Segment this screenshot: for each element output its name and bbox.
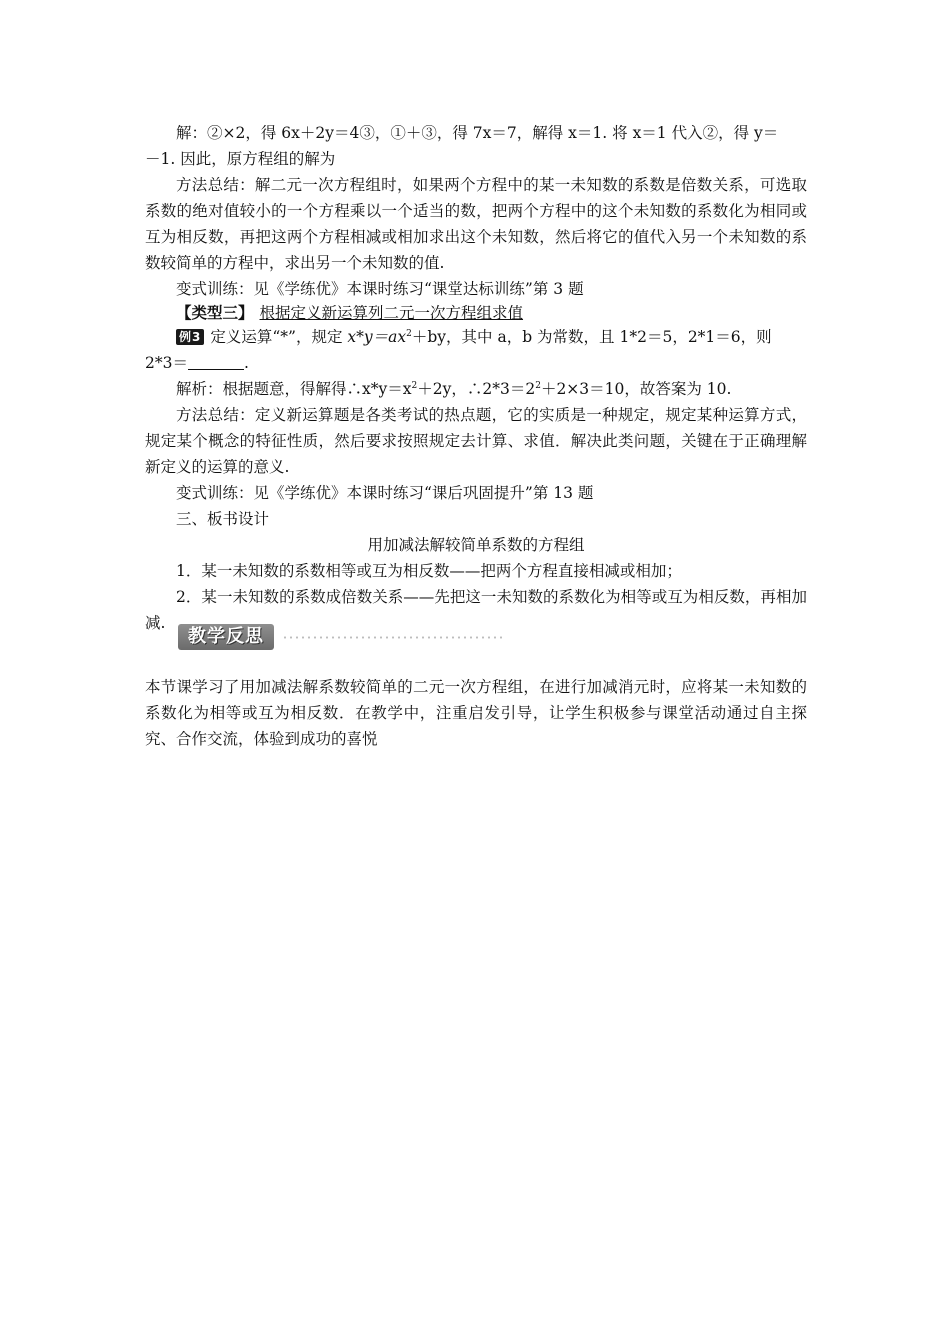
answer-blank [188,355,244,370]
board-item-1: 1．某一未知数的系数相等或互为相反数——把两个方程直接相减或相加； [176,562,682,580]
type-three-heading [145,302,807,324]
board-heading: 三、板书设计 [176,510,270,528]
reflection-label: 教学反思 [178,624,274,650]
practice-note-1: 变式训练：见《学练优》本课时练习“课堂达标训练”第 3 题 [176,280,584,298]
example-3-sup: 2 [406,328,412,339]
document-body [145,120,807,636]
example-3-line-1 [145,324,807,350]
type-three-bracket: 【类型三】 [176,303,254,322]
analysis-3-c: ＋2×3＝10，故答案为 10. [540,380,732,398]
reflection-dots-divider [282,636,502,639]
analysis-3-sup2: 2 [535,380,541,391]
analysis-3-sup1: 2 [411,380,418,391]
example-3-formula: x*y＝ax [347,328,407,346]
example-3-text-a: 定义运算“*”，规定 [210,328,348,346]
reflection-banner [178,624,768,650]
reflection-text: 本节课学习了用加减法解系数较简单的二元一次方程组，在进行加减消元时，应将某一未知数的系数化为相等或互为相反数．在教学中，注重启发引导，让学生积极参与课堂活动通过自主探究、合作交流，体验到成功的喜悦 [145,678,807,748]
practice-note-3: 变式训练：见《学练优》本课时练习“课后巩固提升”第 13 题 [176,484,594,502]
method-summary-1: 方法总结：解二元一次方程组时，如果两个方程中的某一未知数的系数是倍数关系，可选取系数的绝对值较小的一个方程乘以一个适当的数，把两个方程中的这个未知数的系数化为相同或互为相反数，再把这两个方程相减或相加求出这个未知数，然后将它的值代入另一个未知数的系数较简单的方程中，求出另一个未知数的值. [145,176,807,272]
solution-line-1: 解：②×2，得 6x＋2y＝4③，①＋③，得 7x＝7，解得 x＝1. 将 x＝1 代入②，得 y＝ [176,124,779,142]
analysis-3 [145,376,807,402]
board-title: 用加减法解较简单系数的方程组 [367,536,585,554]
solution-line-2: －1. 因此，原方程组的解为 [145,150,336,168]
analysis-3-b: ＋2y，∴2*3＝2 [417,380,536,398]
example-3-line2-a: 2*3＝ [145,354,188,372]
type-three-title: 根据定义新运算列二元一次方程组求值 [259,304,524,322]
board-item-2: 2．某一未知数的系数成倍数关系——先把这一未知数的系数化为相等或互为相反数，再相加减. [145,588,807,632]
example-3-line-2 [145,350,807,376]
example-3-text-c: ＋by，其中 a，b 为常数，且 1*2＝5，2*1＝6，则 [411,328,772,346]
method-summary-3: 方法总结：定义新运算题是各类考试的热点题，它的实质是一种规定，规定某种运算方式，规定某个概念的特征性质，然后要求按照规定去计算、求值．解决此类问题，关键在于正确理解新定义的运算的意义. [145,406,807,476]
example-badge: 例3 [176,329,204,345]
analysis-3-a: 解析：根据题意，得解得∴x*y＝x [176,380,412,398]
example-3-line2-b: . [243,354,249,372]
